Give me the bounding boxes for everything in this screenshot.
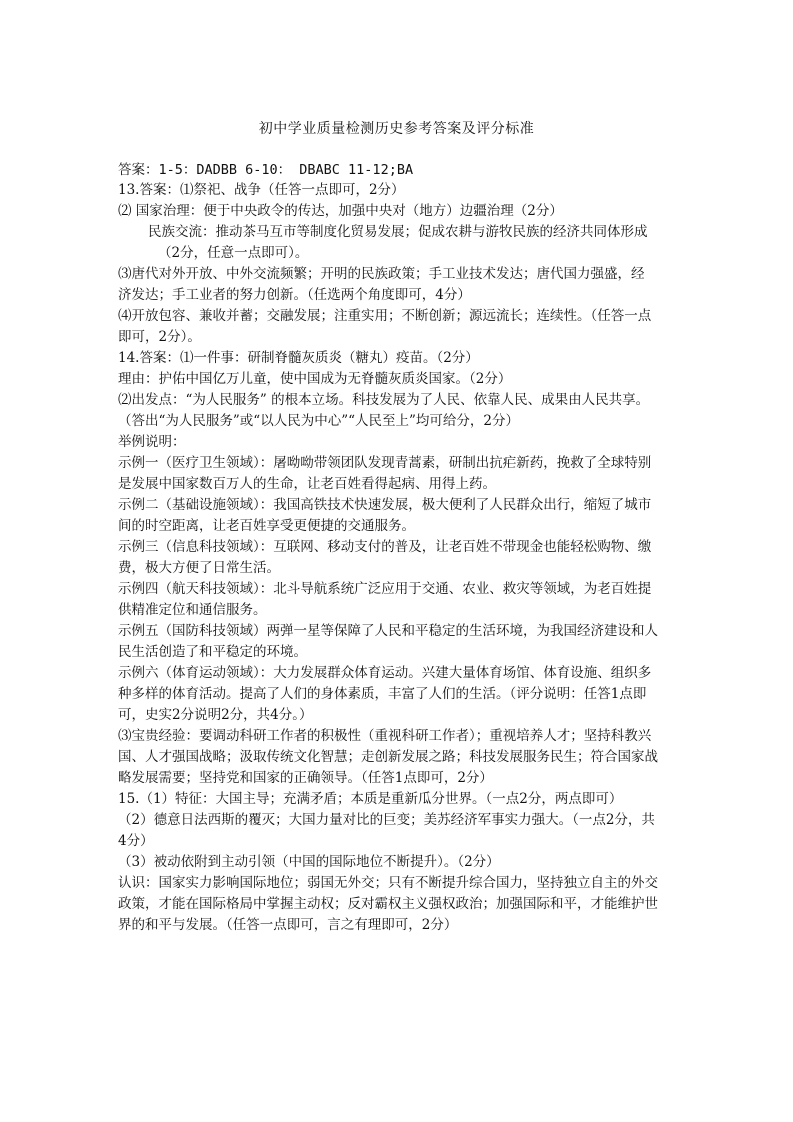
text-line: 民生活创造了和平稳定的环境。 xyxy=(118,644,307,660)
text-line: ⑶宝贵经验：要调动科研工作者的积极性（重视科研工作者）；重视培养人才；坚持科教兴 xyxy=(118,728,652,744)
text-line: 示例四（航天科技领域）：北斗导航系统广泛应用于交通、农业、救灾等领域，为老百姓提 xyxy=(118,581,652,597)
text-line: 示例五（国防科技领域）两弹一星等保障了人民和平稳定的生活环境，为我国经济建设和人 xyxy=(118,623,658,639)
answer-key-line: 答案：1-5：DADBB 6-10： DBABC 11-12;BA xyxy=(118,162,414,178)
text-line: 种多样的体育活动。提高了人们的身体素质，丰富了人们的生活。（评分说明：任答1点即 xyxy=(118,686,647,702)
text-line: 民族交流：推动茶马互市等制度化贸易发展；促成农耕与游牧民族的经济共同体形成 xyxy=(148,224,648,240)
text-line: 界的和平与发展。（任答一点即可，言之有理即可，2分） xyxy=(118,917,458,933)
text-line: 4分） xyxy=(118,833,154,849)
text-line: 可，史实2分说明2分，共4分。） xyxy=(118,707,313,723)
text-line: 认识：国家实力影响国际地位；弱国无外交；只有不断提升综合国力，坚持独立自主的外交 xyxy=(118,875,658,891)
text-line: 15.（1）特征：大国主导；充满矛盾；本质是重新瓜分世界。（一点2分，两点即可） xyxy=(118,791,623,807)
text-line: 费，极大方便了日常生活。 xyxy=(118,560,280,576)
text-line: 供精准定位和通信服务。 xyxy=(118,602,267,618)
text-line: ⑶唐代对外开放、中外交流频繁；开明的民族政策；手工业技术发达；唐代国力强盛，经 xyxy=(118,266,645,282)
text-line: 示例六（体育运动领域）：大力发展群众体育运动。兴建大量体育场馆、体育设施、组织多 xyxy=(118,665,652,681)
text-line: 济发达；手工业者的努力创新。（任选两个角度即可，4分） xyxy=(118,287,471,303)
text-line: （答出“为人民服务”或“以人民为中心”“人民至上”均可给分，2分） xyxy=(118,413,519,429)
text-line: 14.答案：⑴一件事：研制脊髓灰质炎（糖丸）疫苗。（2分） xyxy=(118,350,479,366)
text-line: 示例一（医疗卫生领域）：屠呦呦带领团队发现青蒿素，研制出抗疟新药，挽救了全球特别 xyxy=(118,455,652,471)
text-line: 国、人才强国战略；汲取传统文化智慧；走创新发展之路；科技发展服务民生；符合国家战 xyxy=(118,749,658,765)
text-line: 理由：护佑中国亿万儿童，使中国成为无脊髓灰质炎国家。（2分） xyxy=(118,371,512,387)
text-line: 示例二（基础设施领域）：我国高铁技术快速发展，极大便利了人民群众出行，缩短了城市 xyxy=(118,497,652,513)
text-line: ⑷开放包容、兼收并蓄；交融发展；注重实用；不断创新；源远流长；连续性。（任答一点 xyxy=(118,308,652,324)
text-line: ⑵ 国家治理：便于中央政令的传达，加强中央对（地方）边疆治理（2分） xyxy=(118,203,563,219)
text-line: ⑵出发点：“为人民服务” 的根本立场。科技发展为了人民、依靠人民、成果由人民共享。 xyxy=(118,392,650,408)
text-line: 间的时空距离，让老百姓享受更便捷的交通服务。 xyxy=(118,518,415,534)
text-line: 举例说明： xyxy=(118,434,186,450)
text-line: 即可，2分）。 xyxy=(118,329,201,345)
text-line: （3）被动依附到主动引领（中国的国际地位不断提升）。（2分） xyxy=(118,854,500,870)
text-line: 是发展中国家数百万人的生命，让老百姓看得起病、用得上药。 xyxy=(118,476,496,492)
document-title: 初中学业质量检测历史参考答案及评分标准 xyxy=(258,121,535,137)
text-line: （2）德意日法西斯的覆灭；大国力量对比的巨变；美苏经济军事实力强大。（一点2分，共 xyxy=(118,812,655,828)
text-line: 13.答案：⑴祭祀、战争（任答一点即可，2分） xyxy=(118,182,405,198)
text-line: （2分，任意一点即可）。 xyxy=(158,245,309,261)
text-line: 政策，才能在国际格局中掌握主动权；反对霸权主义强权政治；加强国际和平，才能维护世 xyxy=(118,896,658,912)
text-line: 略发展需要；坚持党和国家的正确领导。（任答1点即可，2分） xyxy=(118,770,493,786)
text-line: 示例三（信息科技领域）：互联网、移动支付的普及，让老百姓不带现金也能轻松购物、缴 xyxy=(118,539,652,555)
